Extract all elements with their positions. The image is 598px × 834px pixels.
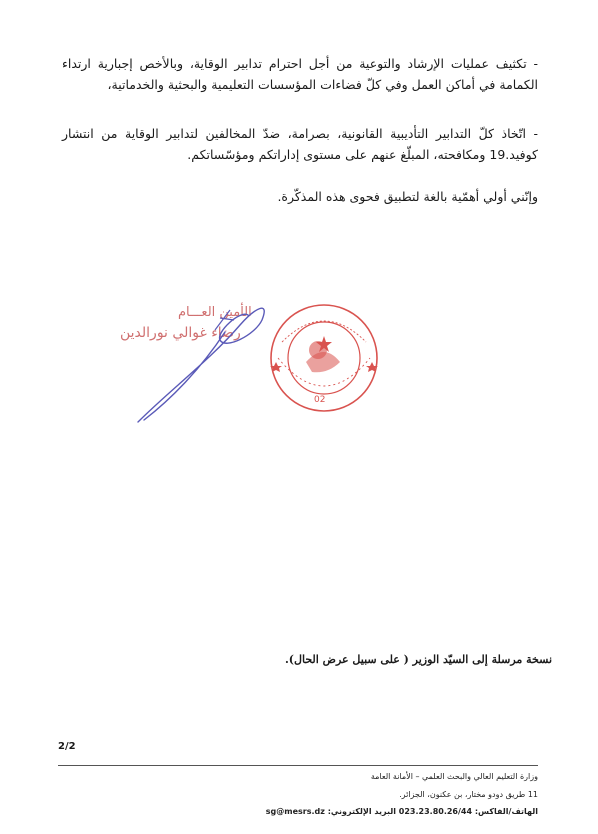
- paragraph-prevention-awareness: - تكثيف عمليات الإرشاد والتوعية من أجل احترام تدابير الوقاية، وبالأخص إجبارية ارتداء الكمامة في أماكن العمل وفي كلّ فضاءات المؤسسات التعليمية والبحثية والخدماتية،: [62, 55, 538, 92]
- paragraph-closing: وإنّني أولي أهمّية بالغة لتطبيق فحوى هذه المذكّرة.: [277, 188, 538, 204]
- handwritten-signature: [130, 290, 280, 430]
- signatory-name: رضاء غوالي نورالدين: [120, 325, 241, 341]
- copy-note: نسخة مرسلة إلى السيّد الوزير ( على سبيل عرض الحال).: [284, 653, 552, 666]
- signatory-title: الأمين العـــام: [178, 305, 252, 320]
- footer-ministry: وزارة التعليم العالي والبحث العلمي – الأمانة العامة: [370, 772, 538, 781]
- footer-divider: [58, 765, 538, 766]
- page-number: 2/2: [58, 741, 76, 752]
- footer-address: 11 طريق دودو مختار، بن عكنون، الجزائر.: [399, 790, 538, 799]
- paragraph-disciplinary-measures: - اتّخاذ كلّ التدابير التأديبية القانونية، بصرامة، ضدّ المخالفين لتدابير الوقاية من انتشار كوفيد.19 ومكافحته، المبلّغ عنهم على مستوى إداراتكم ومؤسّساتكم.: [62, 125, 538, 162]
- footer-contact: الهاتف/الفاكس: 023.23.80.26/44 البريد الإلكتروني: sg@mesrs.dz: [265, 807, 538, 816]
- seal-number: 02: [314, 395, 326, 405]
- official-seal-stamp: [268, 302, 380, 414]
